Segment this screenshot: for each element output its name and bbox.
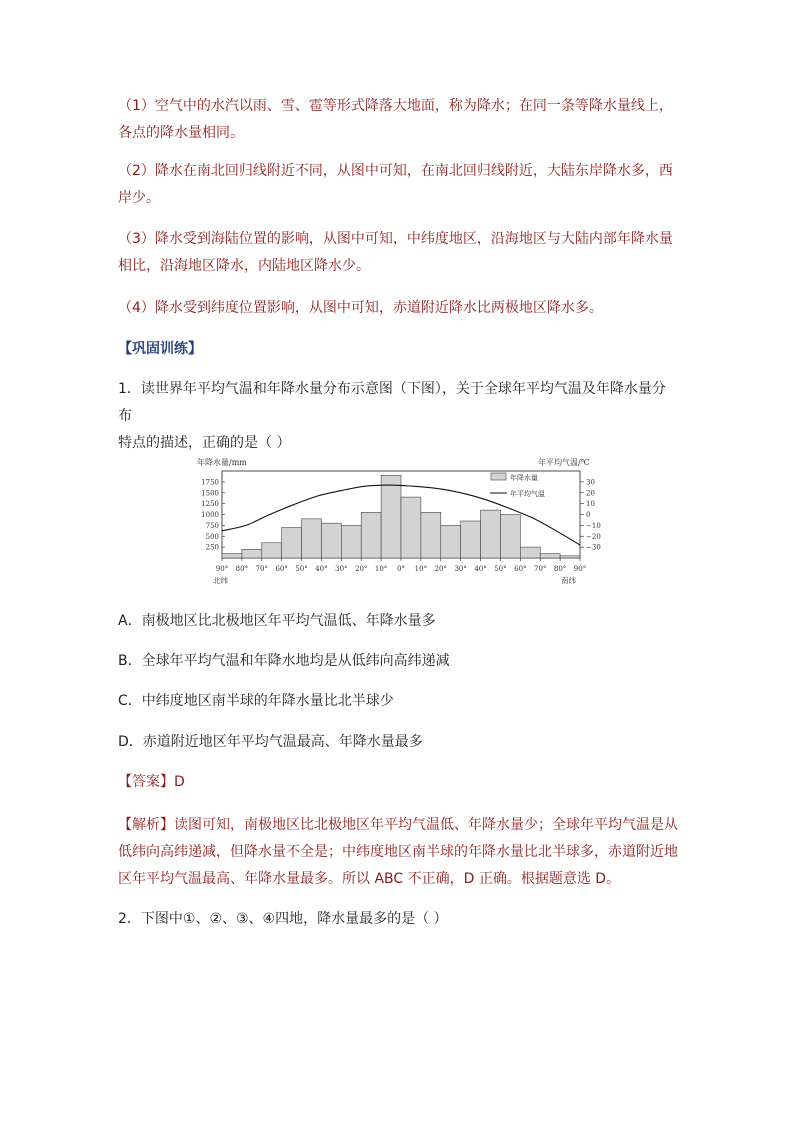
temp-tick-label: 30: [586, 478, 595, 487]
note-3-line-2: 相比，沿海地区降水，内陆地区降水少。: [118, 258, 370, 274]
note-3: [118, 226, 678, 280]
latitude-tick-label: 80°: [235, 565, 249, 573]
question-1-line-1: 1．读世界年平均气温和年降水量分布示意图（下图），关于全球年平均气温及年降水量分布: [118, 381, 666, 424]
precip-bar: [421, 512, 441, 558]
precip-bar: [481, 510, 501, 558]
latitude-tick-label: 40°: [474, 565, 487, 573]
latitude-tick-label: 70°: [534, 565, 547, 573]
temp-axis-ticks: [580, 478, 601, 551]
note-1-line-2: 各点的降水量相同。: [118, 125, 244, 141]
precip-bar: [520, 547, 540, 558]
analysis-line-2: 低纬向高纬递减，但降水量不全是；中纬度地区南半球的年降水量比北半球多，赤道附近地: [118, 844, 678, 860]
precip-bar: [560, 556, 580, 558]
note-4: [118, 295, 678, 322]
precip-bar: [540, 554, 560, 558]
latitude-tick-label: 60°: [275, 565, 288, 573]
hemisphere-left-label: 北纬: [213, 576, 228, 585]
precip-bar: [282, 528, 302, 558]
temp-tick-label: −20: [586, 532, 601, 541]
precip-tick-label: 1000: [201, 511, 219, 519]
precip-axis-ticks: [201, 478, 225, 551]
latitude-tick-label: 50°: [295, 565, 308, 573]
answer-label: 【答案】: [118, 774, 174, 790]
question-1: [118, 376, 678, 457]
legend: [490, 473, 545, 498]
precip-tick-label: 1750: [201, 478, 219, 487]
temp-tick-label: 10: [586, 500, 595, 509]
option-b: B．全球年平均气温和年降水地均是从低纬向高纬递减: [118, 653, 450, 669]
precip-bar: [401, 497, 421, 558]
temp-tick-label: 20: [586, 489, 595, 498]
precip-bar: [341, 525, 361, 558]
left-axis-label: 年降水量/mm: [197, 458, 247, 467]
latitude-tick-label: 40°: [315, 565, 328, 573]
precip-bar: [361, 512, 381, 558]
legend-bar-swatch: [491, 473, 506, 480]
analysis-label: 【解析】: [118, 817, 174, 833]
latitude-tick-label: 20°: [355, 565, 368, 573]
latitude-ticks: [216, 558, 586, 573]
temp-tick-label: 0: [586, 511, 591, 519]
note-2: [118, 158, 678, 212]
precip-bar: [222, 554, 242, 558]
answer: [118, 769, 678, 796]
analysis-text-1: 读图可知，南极地区比北极地区年平均气温低、年降水量少；全球年平均气温是从: [174, 817, 678, 833]
hemisphere-right-label: 南纬: [561, 576, 576, 585]
latitude-tick-label: 10°: [414, 565, 428, 573]
temp-tick-label: −30: [586, 543, 601, 552]
precip-tick-label: 750: [205, 521, 219, 530]
precip-tick-label: 500: [205, 532, 219, 541]
climate-chart: [195, 452, 601, 592]
legend-line-label: 年平均气温: [510, 490, 545, 498]
latitude-tick-label: 50°: [494, 565, 507, 573]
question-1-line-2: 特点的描述，正确的是（ ）: [118, 435, 291, 451]
precip-bar: [500, 515, 520, 559]
latitude-tick-label: 20°: [434, 565, 447, 573]
note-1-line-1: （1）空气中的水汽以雨、雪、雹等形式降落大地面，称为降水；在同一条等降水量线上，: [118, 98, 673, 114]
analysis: [118, 812, 678, 893]
note-4-line-1: （4）降水受到纬度位置影响，从图中可知，赤道附近降水比两极地区降水多。: [118, 300, 603, 316]
precip-tick-label: 250: [205, 543, 219, 552]
legend-bar-label: 年降水量: [510, 474, 538, 482]
latitude-tick-label: 80°: [553, 565, 567, 573]
precip-bar: [262, 543, 282, 558]
option-c: C．中纬度地区南半球的年降水量比北半球少: [118, 693, 394, 709]
precip-bars: [222, 475, 580, 558]
latitude-tick-label: 90°: [573, 565, 587, 573]
note-3-line-1: （3）降水受到海陆位置的影响，从图中可知，中纬度地区，沿海地区与大陆内部年降水量: [118, 231, 673, 247]
answer-value: D: [174, 774, 185, 790]
precip-tick-label: 1250: [201, 500, 219, 509]
note-2-line-1: （2）降水在南北回归线附近不同，从图中可知，在南北回归线附近，大陆东岸降水多，西: [118, 163, 673, 179]
temp-tick-label: −10: [586, 521, 601, 530]
question-2: 2．下图中①、②、③、④四地，降水量最多的是（ ）: [118, 911, 448, 927]
note-2-line-2: 岸少。: [118, 190, 160, 206]
note-1: [118, 93, 678, 147]
precip-bar: [441, 525, 461, 558]
section-title: 【巩固训练】: [118, 341, 202, 357]
precip-bar: [381, 475, 401, 558]
latitude-tick-label: 10°: [374, 565, 388, 573]
option-d: D．赤道附近地区年平均气温最高、年降水量最多: [118, 734, 423, 750]
latitude-tick-label: 30°: [335, 565, 348, 573]
precip-bar: [461, 521, 481, 558]
latitude-tick-label: 30°: [454, 565, 467, 573]
right-axis-label: 年平均气温/℃: [538, 458, 590, 467]
latitude-tick-label: 70°: [255, 565, 268, 573]
precip-bar: [242, 549, 262, 558]
precip-tick-label: 1500: [201, 489, 219, 498]
option-a: A．南极地区比北极地区年平均气温低、年降水量多: [118, 613, 436, 629]
latitude-tick-label: 0°: [397, 565, 405, 573]
precip-bar: [321, 523, 341, 558]
precip-bar: [302, 519, 322, 558]
latitude-tick-label: 90°: [215, 565, 229, 573]
analysis-line-1: [118, 812, 678, 839]
latitude-tick-label: 60°: [514, 565, 527, 573]
analysis-line-3: 区年平均气温最高、年降水量最多。所以 ABC 不正确，D 正确。根据题意选 D。: [118, 871, 621, 887]
